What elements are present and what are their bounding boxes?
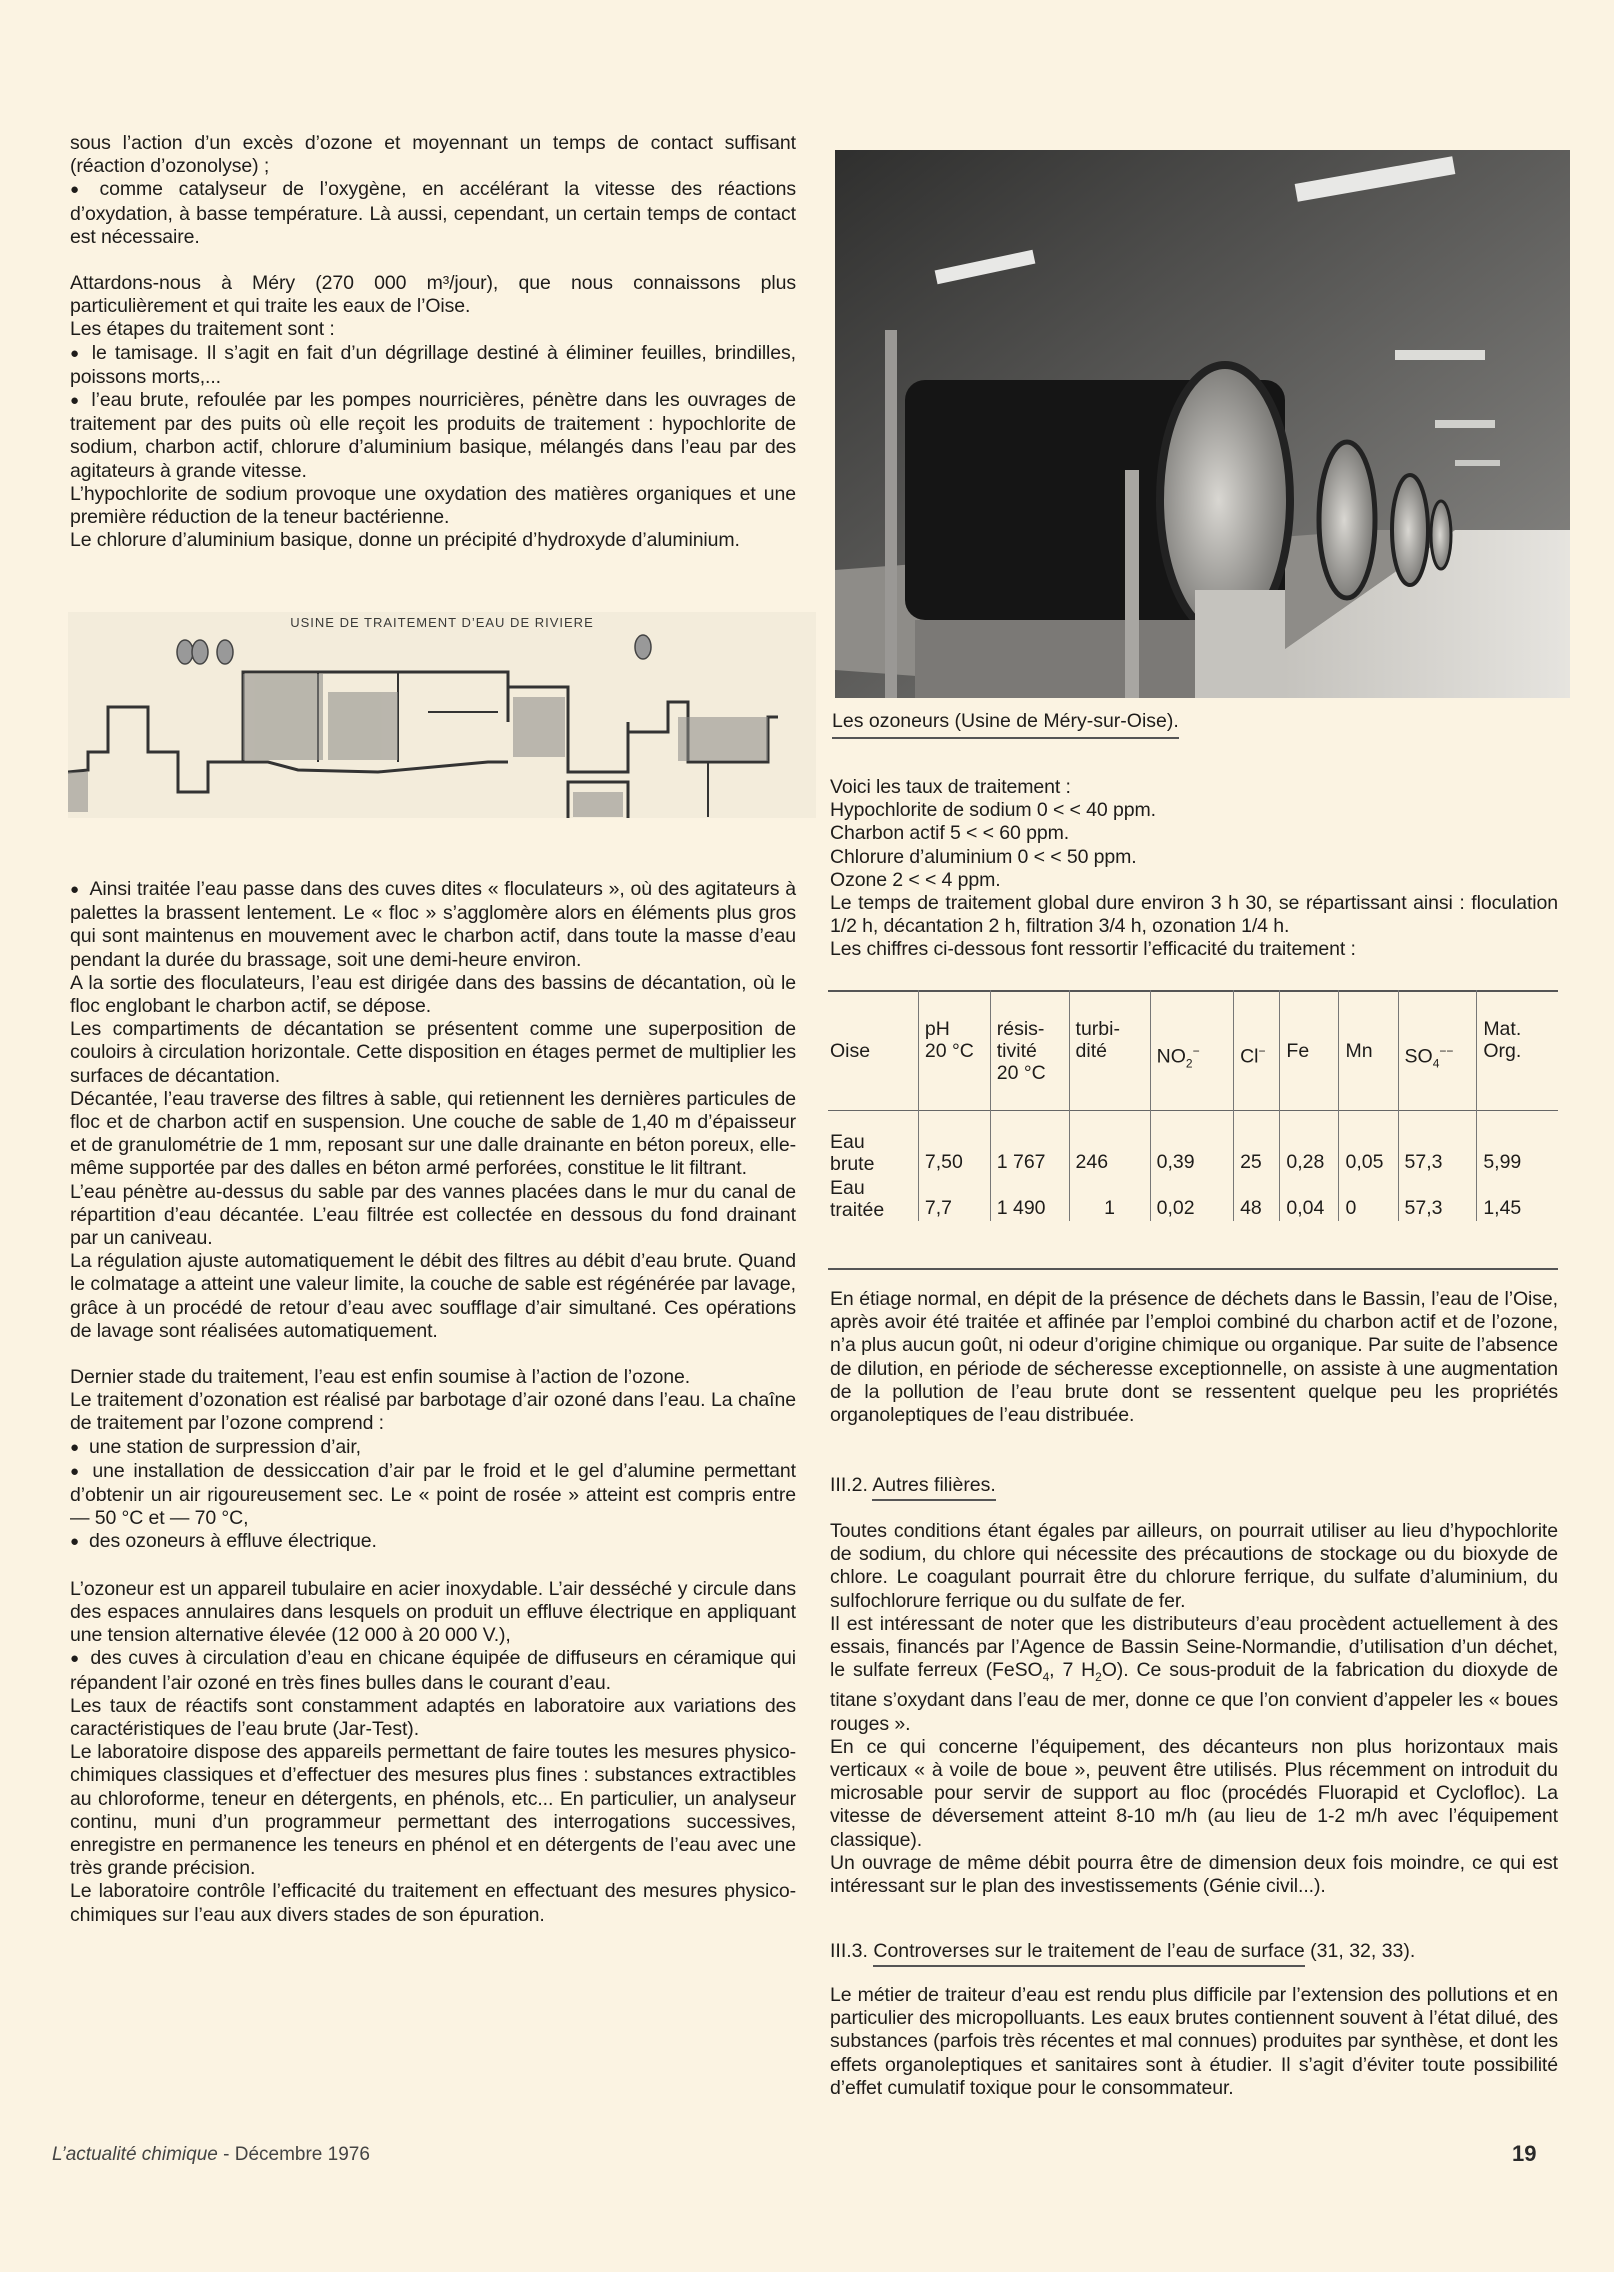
- header-resistivity: résis- tivité 20 °C: [990, 990, 1069, 1110]
- cell-cl: 48: [1234, 1175, 1280, 1221]
- journal-name: L’actualité chimique: [52, 2144, 218, 2165]
- page-number: 19: [1512, 2141, 1537, 2166]
- section-3-3-body: [830, 1984, 1558, 2100]
- bullet-item: ● Ainsi traitée l’eau passe dans des cuves dites « floculateurs », où des agitateurs à palettes la brassent lentement. Le « floc » s’agglomère alors en éléments plus gros qui sont maintenus en mouvement avec le charbon actif, dans toute la masse d’eau pendant la durée du brassage, soit une demi-heure environ.: [70, 878, 796, 972]
- cell-no2: 0,02: [1150, 1175, 1233, 1221]
- diagram-title: USINE DE TRAITEMENT D’EAU DE RIVIERE: [290, 615, 594, 630]
- header-fe: Fe: [1280, 990, 1339, 1110]
- header-ph: pH 20 °C: [918, 990, 990, 1110]
- photo-caption: Les ozoneurs (Usine de Méry-sur-Oise).: [832, 710, 1179, 739]
- header-oise: Oise: [830, 1040, 871, 1062]
- cell-resistivity: 1 490: [990, 1175, 1069, 1221]
- cell-so4: 57,3: [1398, 1175, 1477, 1221]
- rate-line: Charbon actif 5 < < 60 ppm.: [830, 822, 1070, 845]
- bullet-item: ● une installation de dessiccation d’air par le froid et le gel d’alumine permettant d’obtenir un air rigoureusement sec. Le « point de rosée » atteint est compris entre — 50 °C et — 70 °C,: [70, 1460, 796, 1531]
- rate-line: Ozone 2 < < 4 ppm.: [830, 868, 1001, 891]
- section-references: (31, 32, 33).: [1310, 1940, 1416, 1962]
- paragraph: Les étapes du traitement sont :: [70, 318, 335, 341]
- cell-mn: 0: [1339, 1175, 1398, 1221]
- paragraph: L’eau pénètre au-dessus du sable par des vannes placées dans le mur du canal de répartition d’eau décantée. L’eau filtrée est collectée en dessous du fond drainant par un caniveau.: [70, 1180, 796, 1250]
- section-title: Autres filières.: [872, 1474, 996, 1501]
- cell-so4: 57,3: [1398, 1129, 1477, 1175]
- cell-ph: 7,7: [918, 1175, 990, 1221]
- table-separator: [828, 1110, 1558, 1129]
- header-so4: $SO_4^{--}$: [1398, 990, 1477, 1110]
- paragraph: Il est intéressant de noter que les distributeurs d’eau procèdent actuellement à des essais, financés par l’Agence de Bassin Seine-Normandie, d’utilisation d’un déchet, le sulfate ferreux (FeSO$_4$, 7 $H_2O$). Ce sous-produit de la fabrication du dioxyde de titane s’oxydant dans l’eau de mer, donne ce que l’on convient d’appeler les « boues rouges ».: [830, 1612, 1558, 1735]
- row-label: Eau brute: [830, 1130, 875, 1175]
- rate-line: Chlorure d’aluminium 0 < < 50 ppm.: [830, 845, 1137, 868]
- section-3-2-body: [830, 1520, 1558, 1898]
- paragraph: Attardons-nous à Méry (270 000 m³/jour), que nous connaissons plus particulièrement et qui traite les eaux de l’Oise.: [70, 272, 796, 318]
- bullet-item: ● des ozoneurs à effluve électrique.: [70, 1530, 796, 1554]
- section-title: Controverses sur le traitement de l’eau de surface: [873, 1940, 1304, 1967]
- bullet-item: ● le tamisage. Il s’agit en fait d’un dégrillage destiné à éliminer feuilles, brindilles, poissons morts,...: [70, 342, 796, 389]
- cell-turbidity: 246: [1069, 1129, 1150, 1175]
- paragraph: Les chiffres ci-dessous font ressortir l’efficacité du traitement :: [830, 938, 1356, 961]
- paragraph: Les compartiments de décantation se présentent comme une superposition de couloirs à circulation horizontale. Cette disposition en étages permet de multiplier les surfaces de décantation.: [70, 1018, 796, 1087]
- paragraph: Le traitement d’ozonation est réalisé par barbotage d’air ozoné dans l’eau. La chaîne de traitement par l’ozone comprend :: [70, 1389, 796, 1435]
- left-column-top: [70, 132, 796, 552]
- bullet-item: ● une station de surpression d’air,: [70, 1436, 796, 1460]
- section-heading-3-2: III.2. Autres filières.: [830, 1474, 996, 1497]
- header-organic-matter: Mat. Org.: [1477, 990, 1558, 1110]
- paragraph: A la sortie des floculateurs, l’eau est dirigée dans des bassins de décantation, où le floc englobant le charbon actif, se dépose.: [70, 971, 796, 1018]
- cell-ph: 7,50: [918, 1129, 990, 1175]
- water-quality-table: [828, 990, 1558, 1221]
- paragraph: Le laboratoire dispose des appareils permettant de faire toutes les mesures physico-chimiques classiques et d’effectuer des mesures plus fines : substances extractibles au chloroforme, teneur en détergents, en phénols, etc... En particulier, un analyseur continu, muni d’un programmeur permettant des interrogations successives, enregistre en permanence les teneurs en phénol et en détergents de l’eau avec une très grande précision.: [70, 1741, 796, 1880]
- cell-no2: 0,39: [1150, 1129, 1233, 1175]
- cell-cl: 25: [1234, 1129, 1280, 1175]
- header-no2: $NO_2^-$: [1150, 990, 1233, 1110]
- paragraph: Dernier stade du traitement, l’eau est enfin soumise à l’action de l’ozone.: [70, 1366, 691, 1389]
- paragraph: Le métier de traiteur d’eau est rendu plus difficile par l’extension des pollutions et en particulier des micropolluants. Les eaux brutes contiennent souvent à l’état dilué, des substances (parfois très récentes et mal connues) produites par synthèse, et dont les effets organoleptiques et sanitaires sont à étudier. Il s’agit d’éviter toute possibilité d’effet cumulatif toxique pour le consommateur.: [830, 1984, 1558, 2099]
- paragraph: Toutes conditions étant égales par ailleurs, on pourrait utiliser au lieu d’hypochlorite de sodium, du chlore qui nécessite des précautions de stockage ou du bioxyde de chlore. Le coagulant pourrait être du chlorure ferrique, du sulfate d’aluminium, du sulfochlorure ferrique ou du sulfate de fer.: [830, 1520, 1558, 1612]
- paragraph: L’ozoneur est un appareil tubulaire en acier inoxydable. L’air desséché y circule dans des espaces annulaires dans lesquels on produit un effluve électrique en appliquant une tension alternative élevée (12 000 à 20 000 V.),: [70, 1577, 796, 1647]
- cell-organic-matter: 1,45: [1477, 1175, 1558, 1221]
- ozoneurs-photo: [835, 150, 1570, 698]
- paragraph: En étiage normal, en dépit de la présence de déchets dans le Bassin, l’eau de l’Oise, après avoir été traitée et affinée par l’emploi combiné du charbon actif et de l’ozone, n’a plus aucun goût, ni odeur d’origine chimique ou organique. Par suite de l’absence de dilution, en période de sécheresse exceptionnelle, on assiste à une augmentation de la pollution de l’eau brute dont se ressentent quelque peu les propriétés organoleptiques de l’eau distribuée.: [830, 1288, 1558, 1427]
- journal-footer: L’actualité chimique - Décembre 1976: [52, 2144, 370, 2165]
- table-row: [828, 1129, 1558, 1175]
- bullet-item: ● l’eau brute, refoulée par les pompes nourricières, pénètre dans les ouvrages de traitement par des puits où elle reçoit les produits de traitement : hypochlorite de sodium, charbon actif, chlorure d’aluminium basique, mélangés dans l’eau par des agitateurs à grande vitesse.: [70, 389, 796, 483]
- section-heading-3-3: III.3. Controverses sur le traitement de l’eau de surface (31, 32, 33).: [830, 1940, 1415, 1963]
- row-label: Eau traitée: [830, 1176, 885, 1221]
- paragraph: En ce qui concerne l’équipement, des décanteurs non plus horizontaux mais verticaux « à voile de boue », peuvent être utilisés. Plus récemment on introduit du microsable pour servir de support au floc (procédés Fluorapid et Cyclofloc). La vitesse de déversement atteint 8-10 m/h (au lieu de 1-2 m/h avec l’équipement classique).: [830, 1735, 1558, 1851]
- cell-organic-matter: 5,99: [1477, 1129, 1558, 1175]
- paragraph: sous l’action d’un excès d’ozone et moyennant un temps de contact suffisant (réaction d’ozonolyse) ;: [70, 132, 796, 178]
- cell-turbidity: 1: [1069, 1175, 1150, 1221]
- left-column-bottom: [70, 878, 796, 1927]
- bullet-item: ● des cuves à circulation d’eau en chicane équipée de diffuseurs en céramique qui répandent l’air ozoné en très fines bulles dans le courant d’eau.: [70, 1647, 796, 1694]
- paragraph: L’hypochlorite de sodium provoque une oxydation des matières organiques et une première réduction de la teneur bactérienne.: [70, 482, 796, 529]
- table-header-row: [828, 990, 1558, 1110]
- cell-fe: 0,04: [1280, 1175, 1339, 1221]
- paragraph: Un ouvrage de même débit pourra être de dimension deux fois moindre, ce qui est intéressant sur le plan des investissements (Génie civil...).: [830, 1851, 1558, 1897]
- paragraph: Le temps de traitement global dure environ 3 h 30, se répartissant ainsi : floculation 1/2 h, décantation 2 h, filtration 3/4 h, ozonation 1/4 h.: [830, 892, 1558, 938]
- table-row: [828, 1175, 1558, 1221]
- rate-line: Hypochlorite de sodium 0 < < 40 ppm.: [830, 799, 1156, 822]
- photo-illustration: [835, 150, 1570, 698]
- issue-date: Décembre 1976: [234, 2144, 370, 2165]
- plant-schematic: [68, 612, 816, 818]
- paragraph: Décantée, l’eau traverse des filtres à sable, qui retiennent les dernières particules de floc et de charbon actif en suspension. Une couche de sable de 1,40 m d’épaisseur et de granulométrie de 1 mm, reposant sur une dalle drainante en béton poreux, elle-même supportée par des dalles en béton armé perforées, constitue le lit filtrant.: [70, 1087, 796, 1180]
- right-column-after-table: [830, 1288, 1558, 1427]
- paragraph: La régulation ajuste automatiquement le débit des filtres au débit d’eau brute. Quand le colmatage a atteint une valeur limite, la couche de sable est régénérée par lavage, grâce à un procédé de retour d’eau avec soufflage d’air simultané. Ces opérations de lavage sont réalisées automatiquement.: [70, 1250, 796, 1342]
- water-treatment-plant-diagram: [68, 612, 816, 818]
- bullet-item: ● comme catalyseur de l’oxygène, en accélérant la vitesse des réactions d’oxydation, à basse température. Là aussi, cependant, un certain temps de contact est nécessaire.: [70, 178, 796, 249]
- paragraph: Les taux de réactifs sont constamment adaptés en laboratoire aux variations des caractéristiques de l’eau brute (Jar-Test).: [70, 1694, 796, 1740]
- header-turbidity: turbi- dité: [1069, 990, 1150, 1110]
- header-cl: Cl−: [1234, 990, 1280, 1110]
- cell-resistivity: 1 767: [990, 1129, 1069, 1175]
- header-mn: Mn: [1339, 990, 1398, 1110]
- cell-mn: 0,05: [1339, 1129, 1398, 1175]
- paragraph: Le laboratoire contrôle l’efficacité du traitement en effectuant des mesures physico-chimiques sur l’eau aux divers stades de son épuration.: [70, 1880, 796, 1926]
- treatment-rates: [830, 776, 1558, 962]
- paragraph: Le chlorure d’aluminium basique, donne un précipité d’hydroxyde d’aluminium.: [70, 529, 740, 552]
- table-bottom-rule: [828, 1268, 1558, 1270]
- paragraph: Voici les taux de traitement :: [830, 776, 1071, 798]
- cell-fe: 0,28: [1280, 1129, 1339, 1175]
